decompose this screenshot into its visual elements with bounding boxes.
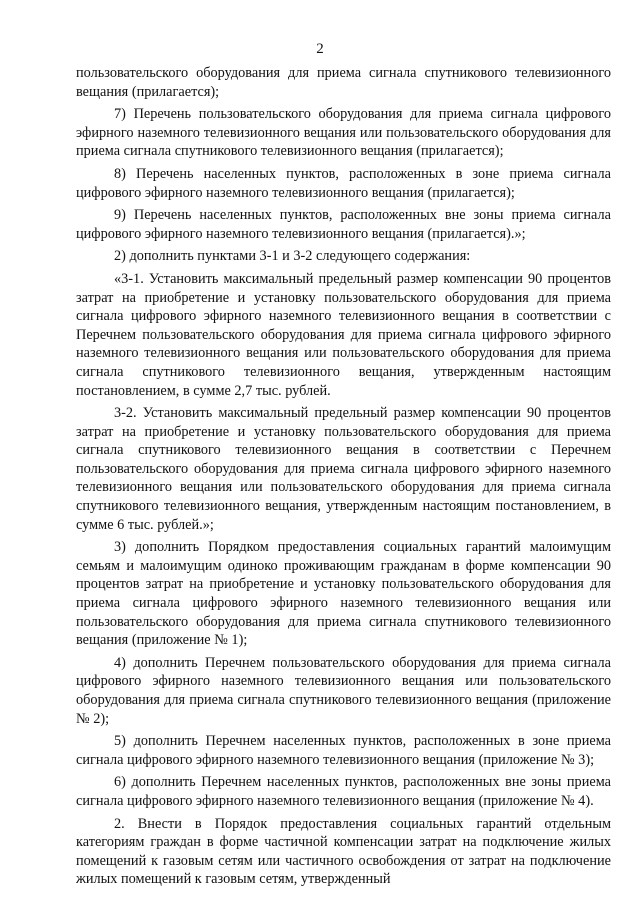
- paragraph-point-3-1: «3-1. Установить максимальный предельный размер компенсации 90 процентов затрат на приобретение и установку пользовательского оборудования для приема сигнала цифрового эфирного наземного телевизионного вещания в соответствии с Перечнем пользовательского оборудования для приема сигнала цифрового эфирного наземного телевизионного вещания или пользовательского оборудования для приема сигнала спутникового телевизионного вещания, утвержденным настоящим постановлением, в сумме 2,7 тыс. рублей.: [76, 270, 611, 399]
- paragraph-item-7: 7) Перечень пользовательского оборудования для приема сигнала цифрового эфирного наземного телевизионного вещания или пользовательского оборудования для приема сигнала спутникового телевизионного вещания (прилагается);: [76, 106, 611, 160]
- paragraph-item-8: 8) Перечень населенных пунктов, расположенных в зоне приема сигнала цифрового эфирного наземного телевизионного вещания (прилагается);: [76, 165, 611, 201]
- paragraph-amendment-2: 2) дополнить пунктами 3-1 и 3-2 следующего содержания:: [114, 248, 471, 265]
- paragraph-item-9: 9) Перечень населенных пунктов, расположенных вне зоны приема сигнала цифрового эфирного наземного телевизионного вещания (прилагается).»;: [76, 207, 611, 242]
- document-body: [76, 64, 611, 889]
- page-number: 2: [316, 41, 324, 57]
- paragraph-amendment-5: 5) дополнить Перечнем населенных пунктов, расположенных в зоне приема сигнала цифрового эфирного наземного телевизионного вещания (приложение № 3);: [76, 733, 611, 768]
- paragraph-section-2: 2. Внести в Порядок предоставления социальных гарантий отдельным категориям граждан в форме частичной компенсации затрат на подключение жилых помещений к газовым сетям или частичного освобождения от затрат на подключение жилых помещений к газовым сетям, утвержденный: [76, 815, 611, 888]
- paragraph-point-3-2: 3-2. Установить максимальный предельный размер компенсации 90 процентов затрат на приобретение и установку пользовательского оборудования для приема сигнала спутникового телевизионного вещания в соответствии с Перечнем пользовательского оборудования для приема сигнала цифрового эфирного наземного телевизионного вещания или пользовательского оборудования для приема сигнала спутникового телевизионного вещания, утвержденным настоящим постановлением, в сумме 6 тыс. рублей.»;: [76, 405, 611, 533]
- paragraph-amendment-6: 6) дополнить Перечнем населенных пунктов, расположенных вне зоны приема сигнала цифрового эфирного наземного телевизионного вещания (приложение № 4).: [76, 774, 611, 809]
- paragraph-continuation: пользовательского оборудования для приема сигнала спутникового телевизионного вещания (прилагается);: [76, 65, 611, 100]
- paragraph-amendment-4: 4) дополнить Перечнем пользовательского оборудования для приема сигнала цифрового эфирного наземного телевизионного вещания или пользовательского оборудования для приема сигнала спутникового телевизионного вещания (приложение № 2);: [76, 654, 611, 727]
- paragraph-amendment-3: 3) дополнить Порядком предоставления социальных гарантий малоимущим семьям и малоимущим одиноко проживающим гражданам в форме компенсации 90 процентов затрат на приобретение и установку пользовательского оборудования для приема сигнала цифрового эфирного наземного телевизионного вещания или пользовательского оборудования для приема сигнала спутникового телевизионного вещания (приложение № 1);: [76, 539, 611, 649]
